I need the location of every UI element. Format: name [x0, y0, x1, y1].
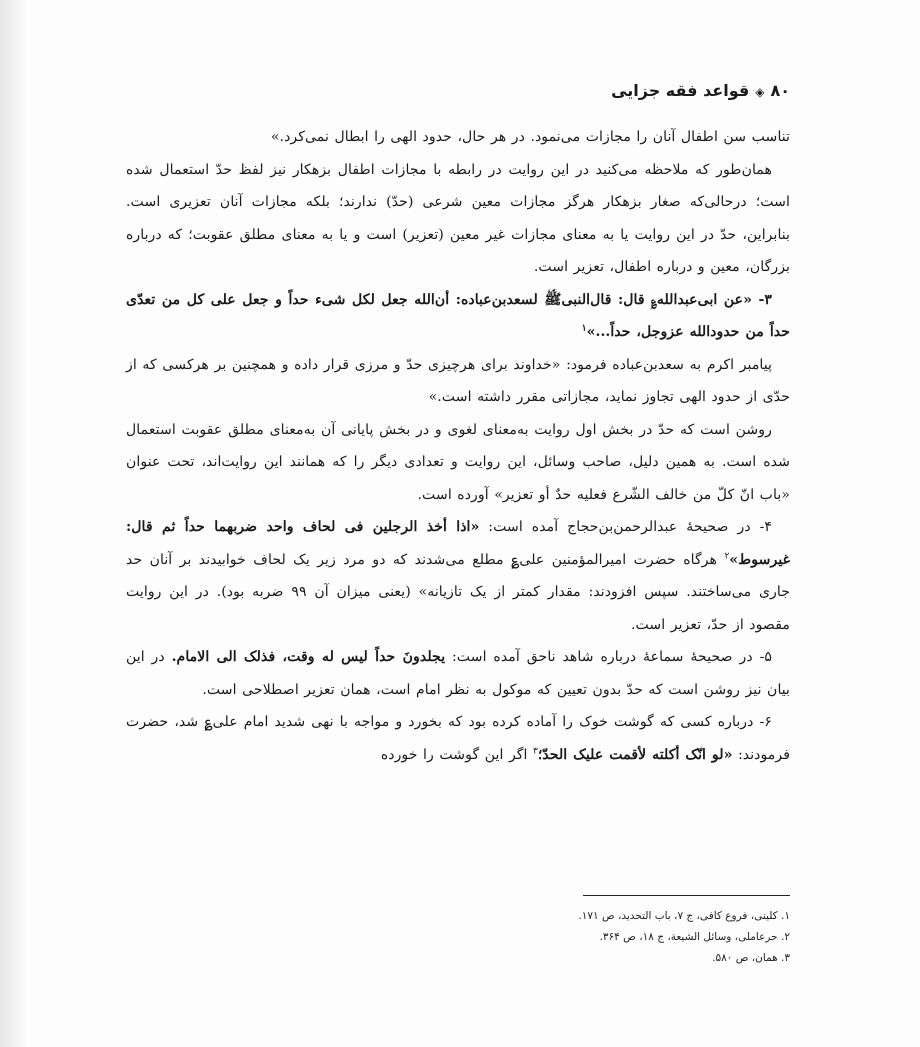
- paragraph-1: تناسب سن اطفال آنان را مجازات می‌نمود. در هر حال، حدود الهی را ابطال نمی‌کرد.»: [270, 129, 790, 145]
- footnote-marker-1: ۱: [581, 323, 587, 334]
- footnote-divider: [583, 895, 790, 896]
- footnotes: [480, 906, 790, 969]
- paragraph-8-mid: شد، حضرت فرمودند:: [126, 714, 790, 763]
- paragraph-6-intro: ۴- در صحیحهٔ عبدالرحمن‌بن‌حجاج آمده است:: [479, 519, 773, 535]
- hadith-4-text: «اذا أخذ الرجلین فی لحاف واحد ضربهما حداً ثم قال: غیرسوط»: [126, 519, 791, 568]
- hadith-5-text: یجلدونَ حداً لیس له وقت، فذلک الی الامام.: [171, 649, 446, 665]
- hadith-3-mid: قال: قال‌النبی: [561, 291, 652, 308]
- hadith-3-lead: ۳- «عن ابی‌عبدالله: [656, 291, 773, 308]
- header-separator-icon: ◈: [755, 85, 765, 99]
- paragraph-7: [126, 641, 790, 706]
- imam-honorific-icon: ؏: [511, 551, 520, 568]
- paragraph-8: [126, 706, 790, 771]
- footnote-2: ۲. حرعاملی، وسائل الشیعة، ج ۱۸، ص ۳۶۴.: [599, 931, 790, 943]
- paragraph-5: روشن است که حدّ در بخش اول روایت به‌معنای لغوی و در بخش پایانی آن به‌معنای مطلق عقوبت استعمال شده است. به همین دلیل، صاحب وسائل، این روایت و تعدادی دیگر را که همانند این روایت‌اند، تحت عنوان «باب انّ کلّ من خالف الشّرع فعلیه حدٌ أو تعزیر» آورده است.: [126, 421, 790, 503]
- paragraph-6-translation: هرگاه حضرت امیرالمؤمنین علی: [519, 551, 725, 568]
- paragraph-3: [126, 284, 790, 349]
- paragraph-6-rest: مطلع می‌شدند که دو مرد زیر یک لحاف خوابیدند بر آنان حد جاری می‌ساختند. سپس افزودند: مقدار کمتر از یک تازیانه» (یعنی میزان آن ۹۹ ضربه بود). در این روایت مقصود از حدّ، تعزیر است.: [126, 551, 790, 633]
- footnote-3: ۳. همان، ص ۵۸۰.: [712, 952, 790, 964]
- footnote-1: ۱. کلینی، فروع کافی، ج ۷، باب التحدید، ص ۱۷۱.: [578, 910, 790, 922]
- paragraph-4: پیامبر اکرم به سعدبن‌عباده فرمود: «خداوند برای هرچیزی حدّ و مرزی قرار داده و همچنین بر هرکسی که از حدّی از حدود الهی تجاوز نماید، مجازاتی مقرر داشته است.»: [126, 356, 790, 405]
- paragraph-7-rest: در این بیان نیز روشن است که حدّ بدون تعیین که موکول به نظر امام است، همان تعزیر اصطلاحی است.: [126, 649, 790, 698]
- paragraph-8-rest: اگر این گوشت را خورده: [380, 746, 533, 763]
- hadith-3-text: لسعدبن‌عباده: أن‌الله جعل لکل شیء حداً و جعل علی کل من تعدّی حداً من حدودالله عزوجل، حداً...»: [126, 291, 790, 340]
- footnote-marker-2: ۲: [724, 550, 730, 561]
- paragraph-7-intro: ۵- در صحیحهٔ سماعهٔ درباره شاهد ناحق آمده است:: [445, 649, 772, 665]
- book-title: قواعد فقه جزایی: [611, 81, 750, 100]
- page-spine-shadow: [0, 0, 28, 1047]
- hadith-6-text: «لو انّک أکلته لأقمت علیک الحدّ؛: [537, 746, 733, 763]
- main-text: [126, 121, 790, 771]
- imam-honorific-icon: ؏: [651, 291, 657, 308]
- paragraph-6: [126, 511, 790, 641]
- page-number: ۸۰: [770, 81, 790, 100]
- running-header: [611, 76, 790, 106]
- footnote-marker-3: ۳: [532, 745, 538, 756]
- imam-honorific-icon: ؏: [204, 714, 213, 730]
- paragraph-8-intro: ۶- درباره کسی که گوشت خوک را آماده کرده بود که بخورد و مواجه با نهی شدید امام علی: [212, 714, 772, 730]
- prophet-honorific-icon: ﷺ: [544, 291, 562, 308]
- paragraph-2: همان‌طور که ملاحظه می‌کنید در این روایت در رابطه با مجازات اطفال بزهکار نیز لفظ حدّ استعمال شده است؛ درحالی‌که صغار بزهکار هرگز مجازات معین شرعی (حدّ) ندارند؛ بلکه مجازات آنان تعزیری است. بنابراین، حدّ در این روایت یا به معنای مجازات غیر معین (تعزیر) است و یا به معنای مطلق عقوبت؛ که درباره بزرگان، معین و درباره اطفال، تعزیر است.: [126, 161, 790, 275]
